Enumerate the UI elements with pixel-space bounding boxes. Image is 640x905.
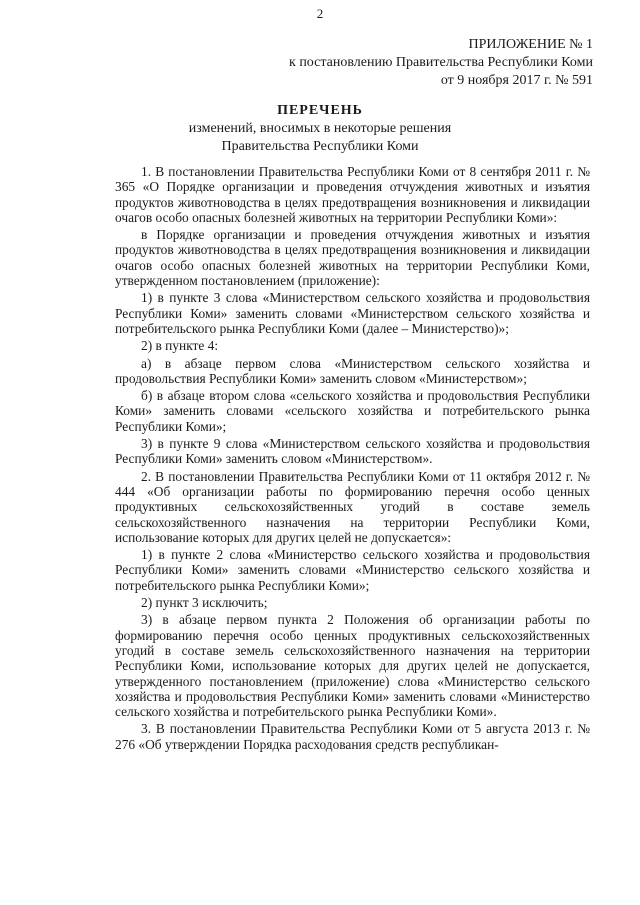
appendix-line-2: к постановлению Правительства Республики Коми bbox=[289, 55, 593, 70]
document-body bbox=[115, 164, 590, 754]
paragraph: в Порядке организации и проведения отчуждения животных и изъятия продуктов животноводства в целях предотвращения возникновения и ликвидации очагов особо опасных болезней животных на территории Республики Коми, утвержденном постановлением (приложение): bbox=[115, 227, 590, 289]
paragraph: б) в абзаце втором слова «сельского хозяйства и продовольствия Республики Коми» заменить словами «сельского хозяйства и потребительского рынка Республики Коми»; bbox=[115, 388, 590, 434]
appendix-block bbox=[289, 36, 593, 90]
paragraph: 2. В постановлении Правительства Республики Коми от 11 октября 2012 г. № 444 «Об организации работы по формированию перечня особо ценных продуктивных сельскохозяйственных угодий в составе земель сельскохозяйственного назначения на территории Республики Коми, использование которых для других целей не допускается»: bbox=[115, 468, 590, 545]
paragraph: 3. В постановлении Правительства Республики Коми от 5 августа 2013 г. № 276 «Об утверждении Порядка расходования средств республикан- bbox=[115, 721, 590, 752]
paragraph: 1) в пункте 2 слова «Министерство сельского хозяйства и продовольствия Республики Коми» заменить словами «Министерство сельского хозяйства и потребительского рынка Республики Коми»; bbox=[115, 547, 590, 593]
paragraph: 2) пункт 3 исключить; bbox=[141, 595, 268, 611]
appendix-title: ПРИЛОЖЕНИЕ № 1 bbox=[468, 37, 593, 52]
appendix-line-3: от 9 ноября 2017 г. № 591 bbox=[440, 73, 593, 88]
paragraph: 1) в пункте 3 слова «Министерством сельского хозяйства и продовольствия Республики Коми» заменить словами «Министерством сельского хозяйства и потребительского рынка Республики Коми (далее – Министерство)»; bbox=[115, 290, 590, 336]
document-subtitle-2: Правительства Республики Коми bbox=[221, 139, 419, 154]
paragraph: 1. В постановлении Правительства Республики Коми от 8 сентября 2011 г. № 365 «О Порядке организации и проведения отчуждения животных и изъятия продуктов животноводства в целях предотвращения возникновения и ликвидации очагов особо опасных болезней животных на территории Республики Коми»: bbox=[115, 164, 590, 225]
title-block bbox=[0, 102, 640, 156]
document-subtitle-1: изменений, вносимых в некоторые решения bbox=[188, 121, 452, 136]
paragraph: 3) в пункте 9 слова «Министерством сельского хозяйства и продовольствия Республики Коми» заменить словом «Министерством». bbox=[115, 436, 590, 467]
page-number: 2 bbox=[316, 6, 324, 21]
document-title: ПЕРЕЧЕНЬ bbox=[277, 103, 363, 118]
paragraph: 3) в абзаце первом пункта 2 Положения об организации работы по формированию перечня особо ценных продуктивных сельскохозяйственных угодий в составе земель сельскохозяйственного назначения на территории Республики Коми, использование которых для других целей не допускается, утвержденного постановлением (приложение) слова «Министерство сельского хозяйства и продовольствия Республики Коми» заменить словами «Министерство сельского хозяйства и потребительского рынка Республики Коми». bbox=[115, 612, 590, 720]
paragraph: 2) в пункте 4: bbox=[141, 338, 219, 354]
paragraph: а) в абзаце первом слова «Министерством сельского хозяйства и продовольствия Республики Коми» заменить словом «Министерством»; bbox=[115, 355, 590, 386]
